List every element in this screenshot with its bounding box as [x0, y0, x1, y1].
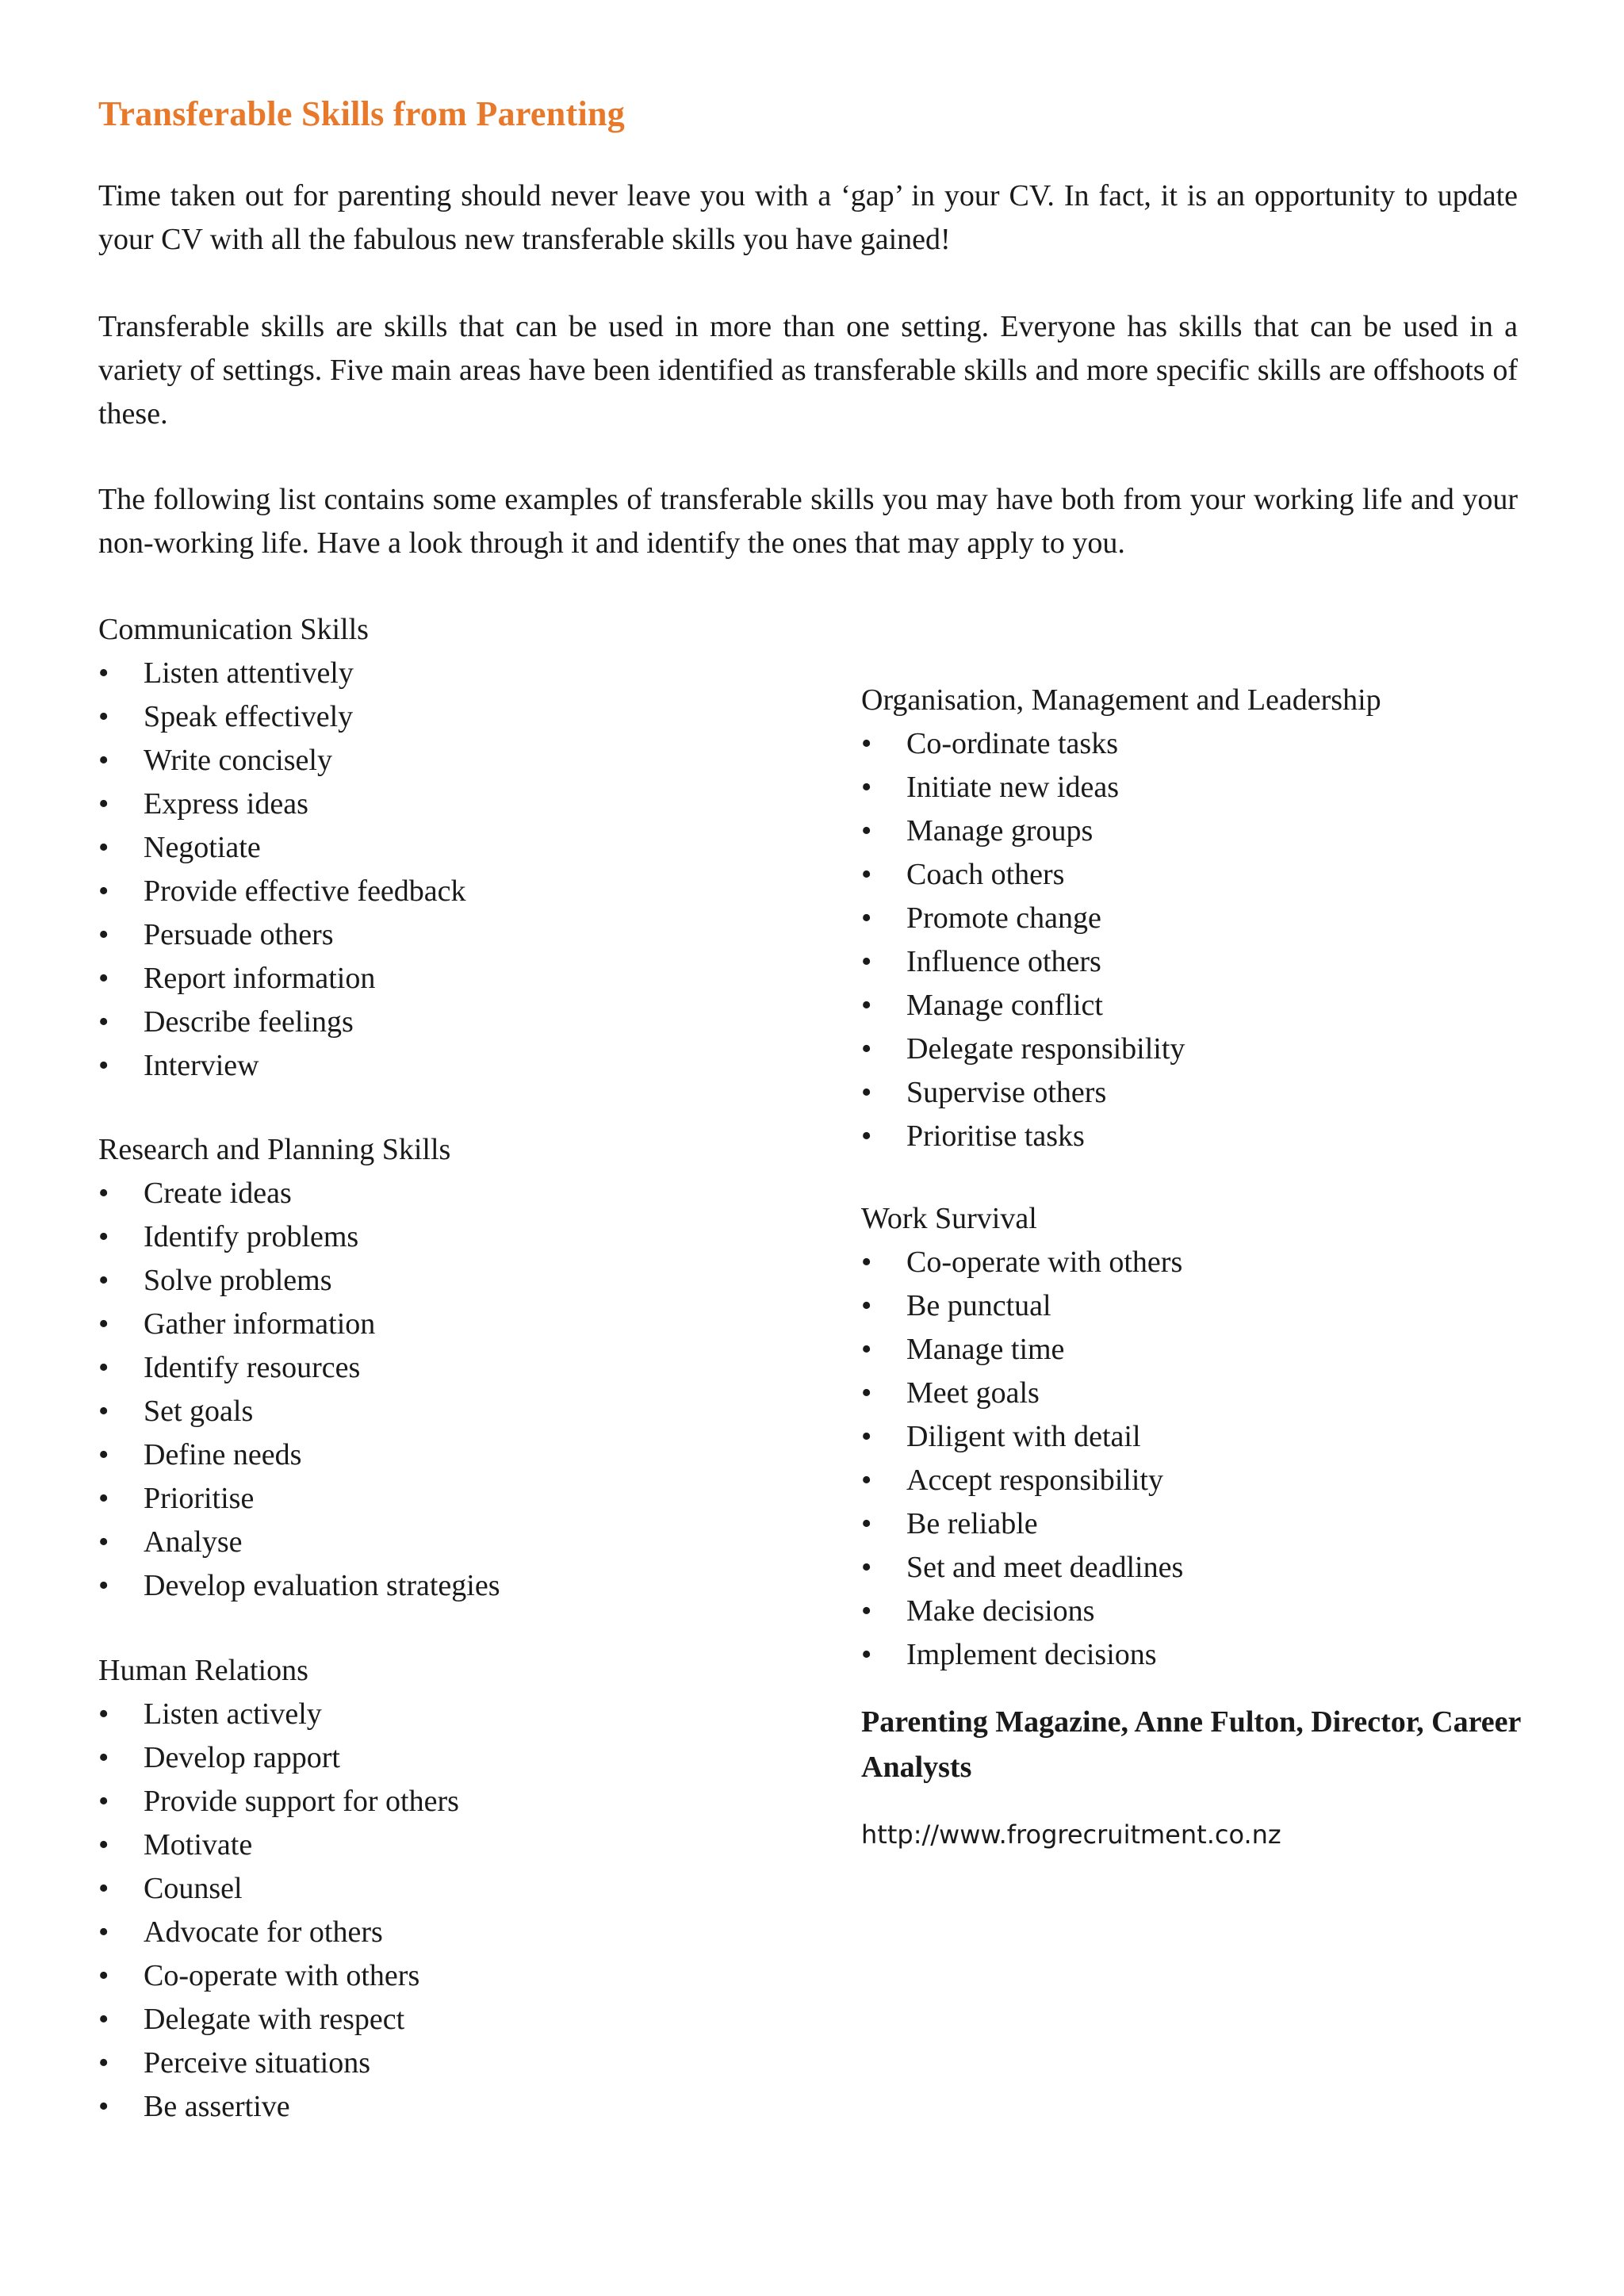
list-item: • Coach others [861, 853, 1543, 897]
list-item: • Co-operate with others [861, 1241, 1543, 1284]
list-item: • Define needs [98, 1433, 780, 1477]
list-item: • Develop evaluation strategies [98, 1564, 780, 1608]
list-item: • Identify problems [98, 1215, 780, 1259]
list-item: • Be punctual [861, 1284, 1543, 1328]
list-item: • Advocate for others [98, 1911, 780, 1954]
list-item: • Manage groups [861, 809, 1543, 853]
list-item: • Motivate [98, 1823, 780, 1867]
list-item: • Write concisely [98, 739, 780, 783]
list-item: • Listen attentively [98, 652, 780, 695]
skills-list [98, 652, 780, 1088]
list-item: • Counsel [98, 1867, 780, 1911]
list-item: • Set goals [98, 1390, 780, 1433]
list-item: • Co-operate with others [98, 1954, 780, 1998]
list-item: • Be reliable [861, 1502, 1543, 1546]
list-item: • Identify resources [98, 1346, 780, 1390]
list-item: • Manage time [861, 1328, 1543, 1372]
list-item: • Listen actively [98, 1693, 780, 1736]
list-item: • Meet goals [861, 1372, 1543, 1415]
research-planning-section [98, 1128, 780, 1608]
list-item: • Accept responsibility [861, 1459, 1543, 1502]
list-item: • Influence others [861, 940, 1543, 984]
list-item: • Implement decisions [861, 1633, 1543, 1677]
document-title: Transferable Skills from Parenting [98, 94, 626, 133]
list-item: • Interview [98, 1044, 780, 1088]
list-item: • Delegate with respect [98, 1998, 780, 2042]
intro-paragraph-2: Transferable skills are skills that can be used in more than one setting. Everyone has skills that can be used in a variety of settings. Five main areas have been identified as transferable skills and more specific skills are offshoots of these. [98, 310, 1518, 430]
skills-list [98, 1693, 780, 2129]
list-item: • Persuade others [98, 913, 780, 957]
list-item: • Speak effectively [98, 695, 780, 739]
list-item: • Initiate new ideas [861, 766, 1543, 809]
source-credit: Parenting Magazine, Anne Fulton, Director, Career Analysts [861, 1705, 1521, 1784]
communication-skills-section [98, 608, 780, 1088]
list-item: • Supervise others [861, 1071, 1543, 1115]
intro-paragraph-3: The following list contains some examples of transferable skills you may have both from your working life and your non-working life. Have a look through it and identify the ones that may apply to you. [98, 483, 1518, 560]
list-item: • Perceive situations [98, 2042, 780, 2085]
skills-list [98, 1172, 780, 1608]
human-relations-section [98, 1649, 780, 2129]
section-heading: Human Relations [98, 1654, 308, 1687]
list-item: • Prioritise [98, 1477, 780, 1521]
list-item: • Promote change [861, 897, 1543, 940]
list-item: • Analyse [98, 1521, 780, 1564]
list-item: • Provide effective feedback [98, 870, 780, 913]
list-item: • Be assertive [98, 2085, 780, 2129]
list-item: • Diligent with detail [861, 1415, 1543, 1459]
list-item: • Report information [98, 957, 780, 1001]
list-item: • Provide support for others [98, 1780, 780, 1823]
section-heading: Communication Skills [98, 613, 369, 646]
list-item: • Manage conflict [861, 984, 1543, 1027]
list-item: • Create ideas [98, 1172, 780, 1215]
list-item: • Express ideas [98, 783, 780, 826]
list-item: • Gather information [98, 1303, 780, 1346]
section-heading: Research and Planning Skills [98, 1133, 451, 1166]
list-item: • Prioritise tasks [861, 1115, 1543, 1158]
list-item: • Develop rapport [98, 1736, 780, 1780]
intro-paragraph-1: Time taken out for parenting should never leave you with a ‘gap’ in your CV. In fact, it is an opportunity to update your CV with all the fabulous new transferable skills you have gained! [98, 179, 1518, 256]
list-item: • Set and meet deadlines [861, 1546, 1543, 1590]
list-item: • Co-ordinate tasks [861, 722, 1543, 766]
organisation-management-section [861, 679, 1543, 1158]
list-item: • Make decisions [861, 1590, 1543, 1633]
list-item: • Solve problems [98, 1259, 780, 1303]
skills-list [861, 722, 1543, 1158]
work-survival-section [861, 1197, 1543, 1677]
list-item: • Describe feelings [98, 1001, 780, 1044]
source-url: http://www.frogrecruitment.co.nz [861, 1820, 1281, 1850]
section-heading: Organisation, Management and Leadership [861, 683, 1381, 717]
list-item: • Delegate responsibility [861, 1027, 1543, 1071]
section-heading: Work Survival [861, 1202, 1037, 1235]
skills-list [861, 1241, 1543, 1677]
list-item: • Negotiate [98, 826, 780, 870]
